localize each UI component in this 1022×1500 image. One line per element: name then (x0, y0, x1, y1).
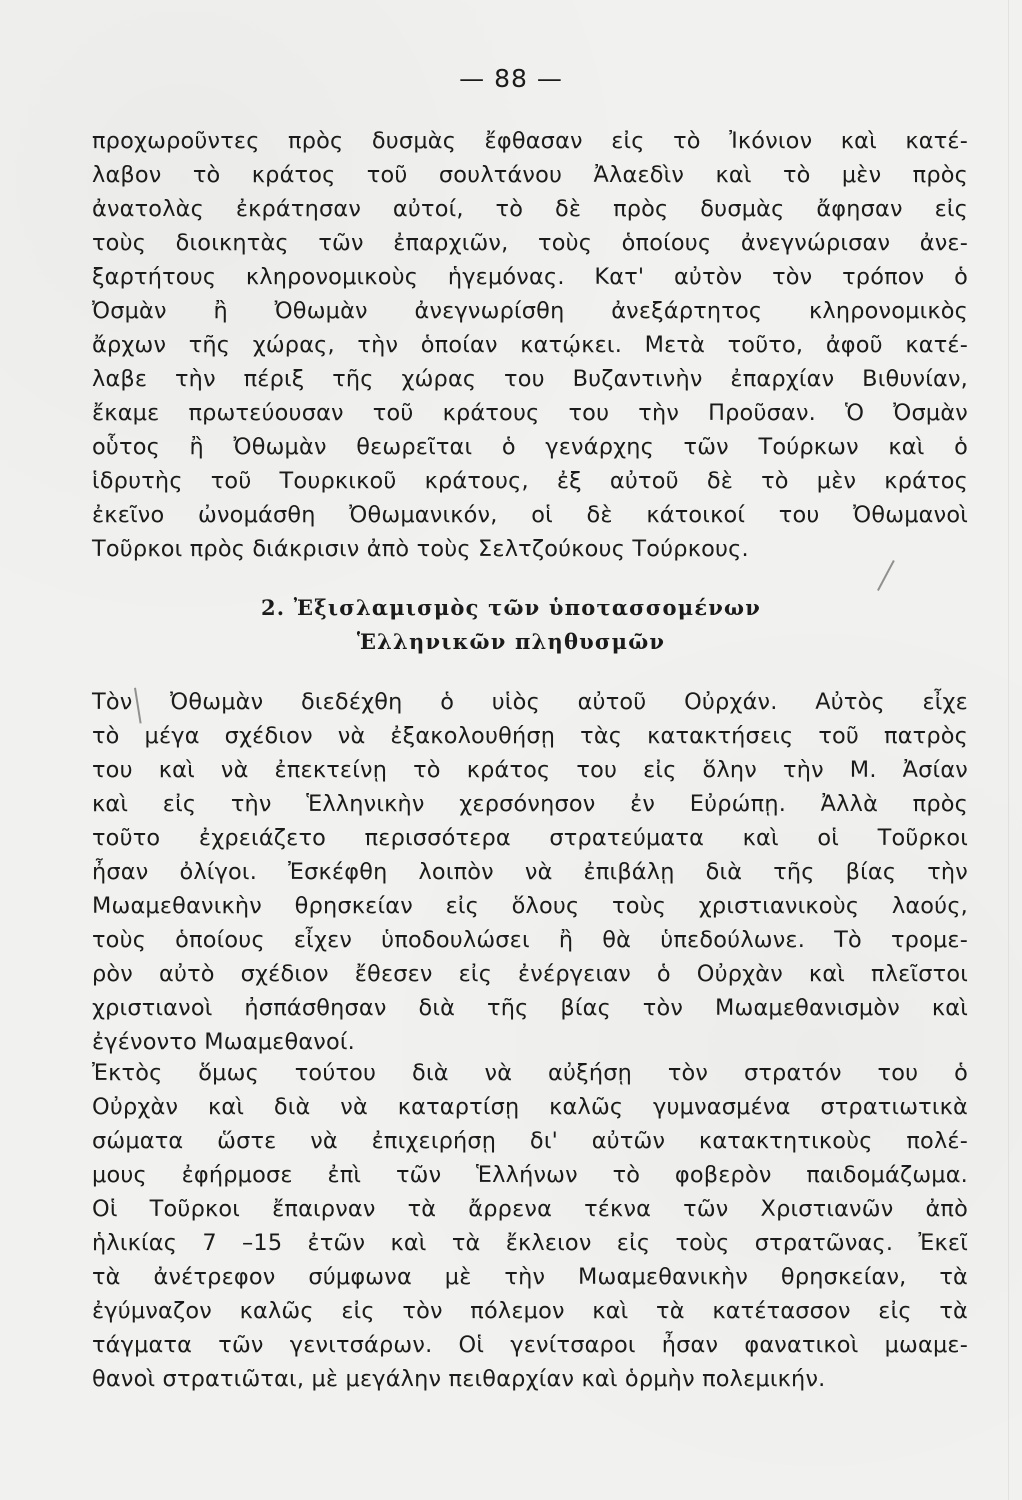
text-line: Οἱ Τοῦρκοι ἔπαιρναν τὰ ἄρρενα τέκνα τῶν Χριστιανῶν ἀπὸ (92, 1196, 968, 1222)
margin-pencil-mark (1008, 0, 1009, 1500)
text-line: ἀνατολὰς ἐκράτησαν αὐτοί, τὸ δὲ πρὸς δυσμὰς ἄφησαν εἰς (92, 196, 968, 222)
text-line: προχωροῦντες πρὸς δυσμὰς ἔφθασαν εἰς τὸ Ἰκόνιον καὶ κατέ- (92, 128, 968, 154)
text-line: ἔκαμε πρωτεύουσαν τοῦ κράτους του τὴν Προῦσαν. Ὁ Ὀσμὰν (92, 400, 968, 426)
text-line: ἐκεῖνο ὠνομάσθη Ὀθωμανικόν, οἱ δὲ κάτοικοί του Ὀθωμανοὶ (92, 502, 968, 528)
text-line: καὶ εἰς τὴν Ἑλληνικὴν χερσόνησον ἐν Εὐρώπῃ. Ἀλλὰ πρὸς (92, 791, 968, 817)
text-line: τὸ μέγα σχέδιον νὰ ἐξακολουθήσῃ τὰς κατακτήσεις τοῦ πατρὸς (92, 723, 968, 749)
text-line: ἦσαν ὀλίγοι. Ἐσκέφθη λοιπὸν νὰ ἐπιβάλῃ διὰ τῆς βίας τὴν (92, 859, 968, 885)
section-heading-line-2: Ἑλληνικῶν πληθυσμῶν (356, 629, 666, 654)
text-line: ἄρχων τῆς χώρας, τὴν ὁποίαν κατῴκει. Μετὰ τοῦτο, ἀφοῦ κατέ- (92, 332, 968, 358)
text-line: ἱδρυτὴς τοῦ Τουρκικοῦ κράτους, ἐξ αὐτοῦ δὲ τὸ μὲν κράτος (92, 468, 968, 494)
text-line: οὗτος ἢ Ὀθωμὰν θεωρεῖται ὁ γενάρχης τῶν Τούρκων καὶ ὁ (92, 434, 968, 460)
text-line: Τοῦρκοι πρὸς διάκρισιν ἀπὸ τοὺς Σελτζούκους Τούρκους. (92, 536, 749, 562)
text-line: λαβον τὸ κράτος τοῦ σουλτάνου Ἀλαεδὶν καὶ τὸ μὲν πρὸς (92, 162, 968, 188)
text-line: τοὺς διοικητὰς τῶν ἐπαρχιῶν, τοὺς ὁποίους ἀνεγνώρισαν ἀνε- (92, 230, 968, 256)
text-line: ἐγύμναζον καλῶς εἰς τὸν πόλεμον καὶ τὰ κατέτασσον εἰς τὰ (92, 1298, 968, 1324)
text-line: ἐγένοντο Μωαμεθανοί. (92, 1029, 356, 1055)
text-line: Ἐκτὸς ὅμως τούτου διὰ νὰ αὐξήσῃ τὸν στρατόν του ὁ (92, 1060, 968, 1086)
text-line: θανοὶ στρατιῶται, μὲ μεγάλην πειθαρχίαν καὶ ὁρμὴν πολεμικήν. (92, 1366, 826, 1392)
paragraph-2 (92, 685, 968, 1059)
text-line: λαβε τὴν πέριξ τῆς χώρας του Βυζαντινὴν ἐπαρχίαν Βιθυνίαν, (92, 366, 968, 392)
section-heading-line-1: 2. Ἐξισλαμισμὸς τῶν ὑποτασσομένων (260, 595, 762, 620)
text-line: σώματα ὥστε νὰ ἐπιχειρήσῃ δι' αὐτῶν κατακτητικοὺς πολέ- (92, 1128, 968, 1154)
text-line: τὰ ἀνέτρεφον σύμφωνα μὲ τὴν Μωαμεθανικὴν θρησκείαν, τὰ (92, 1264, 968, 1290)
text-line: τοῦτο ἐχρειάζετο περισσότερα στρατεύματα καὶ οἱ Τοῦρκοι (92, 825, 968, 851)
paragraph-1 (92, 124, 968, 566)
page-number: — 88 — (459, 64, 563, 93)
text-line: Οὐρχὰν καὶ διὰ νὰ καταρτίσῃ καλῶς γυμνασμένα στρατιωτικὰ (92, 1094, 968, 1120)
text-line: ξαρτήτους κληρονομικοὺς ἡγεμόνας. Κατ' αὐτὸν τὸν τρόπον ὁ (92, 264, 968, 290)
text-line: Μωαμεθανικὴν θρησκείαν εἰς ὅλους τοὺς χριστιανικοὺς λαούς, (92, 893, 968, 919)
text-line: ρὸν αὐτὸ σχέδιον ἔθεσεν εἰς ἐνέργειαν ὁ Οὐρχὰν καὶ πλεῖστοι (92, 961, 968, 987)
text-line: μους ἐφήρμοσε ἐπὶ τῶν Ἑλλήνων τὸ φοβερὸν παιδομάζωμα. (92, 1162, 968, 1188)
text-line: Ὀσμὰν ἢ Ὀθωμὰν ἀνεγνωρίσθη ἀνεξάρτητος κληρονομικὸς (92, 298, 968, 324)
paragraph-3 (92, 1056, 968, 1396)
text-line: Τὸν Ὀθωμὰν διεδέχθη ὁ υἱὸς αὐτοῦ Οὐρχάν. Αὐτὸς εἶχε (92, 689, 968, 715)
text-line: του καὶ νὰ ἐπεκτείνῃ τὸ κράτος του εἰς ὅλην τὴν Μ. Ἀσίαν (92, 757, 968, 783)
text-line: ἡλικίας 7 –15 ἐτῶν καὶ τὰ ἔκλειον εἰς τοὺς στρατῶνας. Ἐκεῖ (92, 1230, 968, 1256)
text-line: τάγματα τῶν γενιτσάρων. Οἱ γενίτσαροι ἦσαν φανατικοὶ μωαμε- (92, 1332, 968, 1358)
text-line: τοὺς ὁποίους εἶχεν ὑποδουλώσει ἢ θὰ ὑπεδούλωνε. Τὸ τρομε- (92, 927, 968, 953)
text-line: χριστιανοὶ ἠσπάσθησαν διὰ τῆς βίας τὸν Μωαμεθανισμὸν καὶ (92, 995, 968, 1021)
